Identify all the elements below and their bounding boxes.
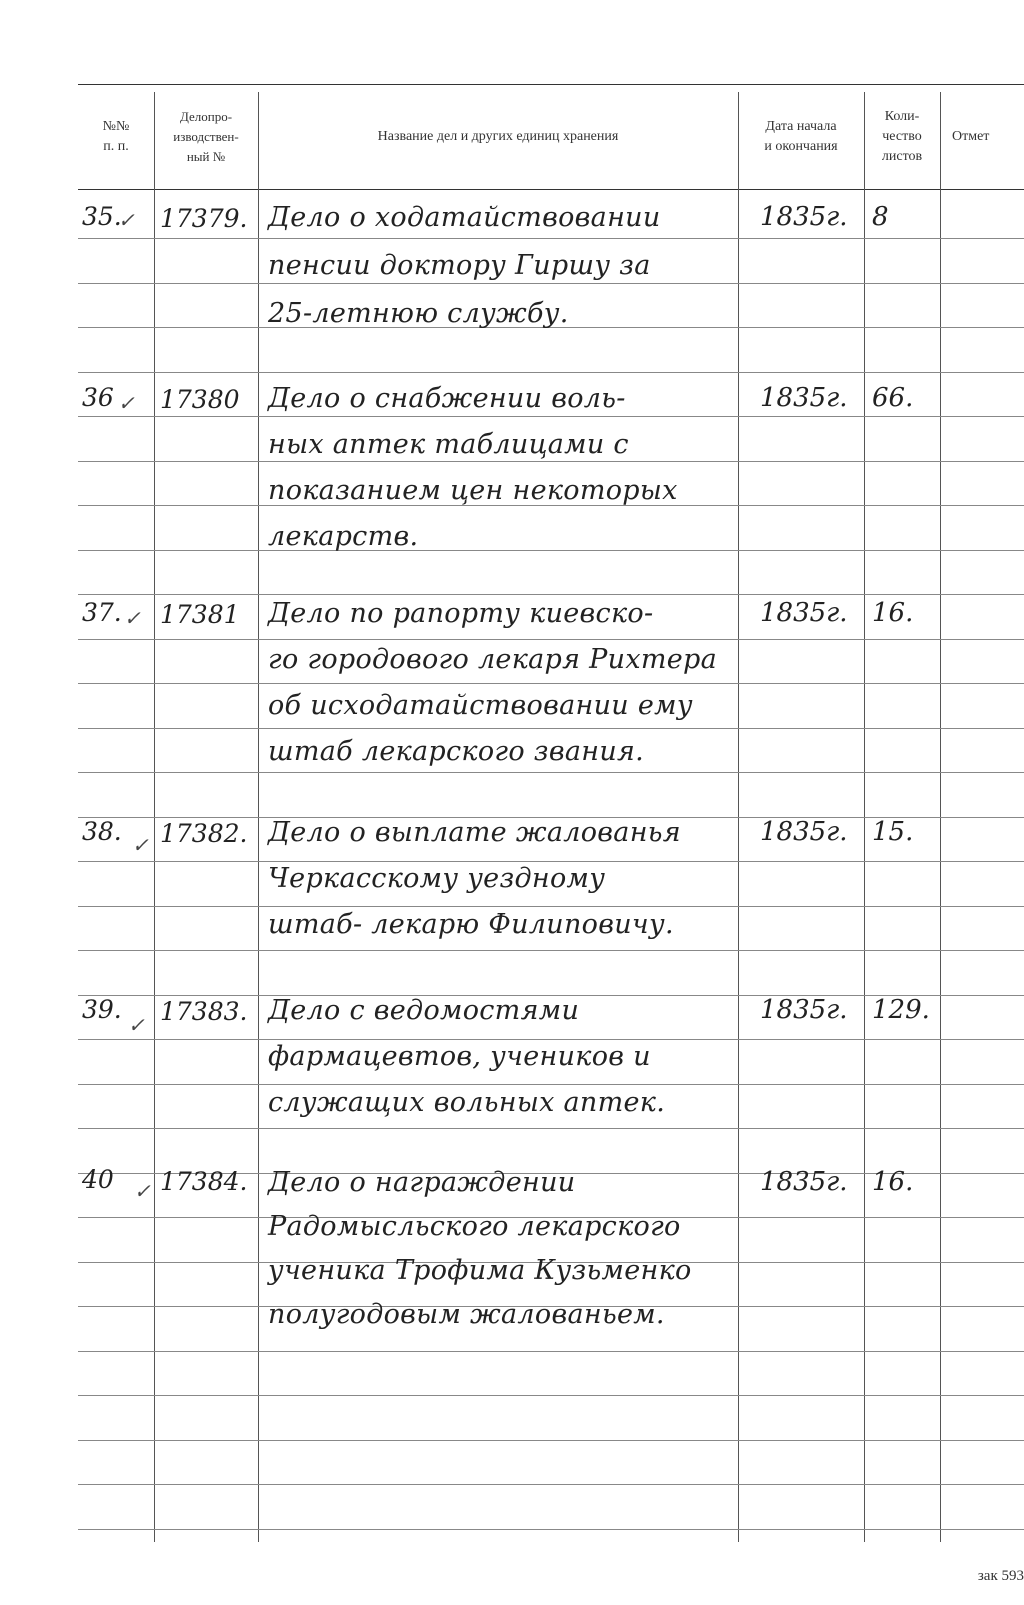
entry-date: 1835г. [760,995,848,1025]
ruled-line [78,416,1024,417]
check-mark: ✓ [118,208,135,232]
entry-number: 38. [82,817,122,846]
entry-sheet-count: 16. [872,598,914,628]
ruled-line [78,550,1024,551]
ruled-line [78,238,1024,239]
entry-title-line: об исходатайствовании ему [268,690,693,721]
entry-title-line: Дело с ведомостями [268,995,580,1026]
header-number: №№ п. п. [102,119,130,154]
entry-title-line: ных аптек таблицами с [268,429,629,460]
case-number: 17379. [160,204,248,233]
ruled-line [78,906,1024,907]
ruled-line [78,1395,1024,1396]
ruled-line [78,950,1024,951]
entry-title-line: Дело о выплате жалованья [268,817,681,848]
entry-title-line: го городового лекаря Рихтера [268,644,718,675]
case-number: 17384. [160,1167,248,1196]
ruled-line [78,639,1024,640]
entry-date: 1835г. [760,817,848,847]
entry-sheet-count: 66. [872,383,914,413]
entry-number: 37. [82,598,122,627]
ruled-line [78,1039,1024,1040]
entry-number: 39. [82,995,122,1024]
entry-title-line: Дело о снабжении воль- [268,383,626,414]
entry-title-line: Дело по рапорту киевско- [268,598,654,629]
check-mark: ✓ [128,1013,145,1037]
ruled-line [78,461,1024,462]
header-title: Название дел и других единиц хранения [377,129,619,144]
entry-sheet-count: 15. [872,817,914,847]
entry-title-line: пенсии доктору Гиршу за [268,250,651,281]
table-header [78,84,1024,190]
entry-title-line: Радомысльского лекарского [268,1211,681,1242]
entry-title-line: штаб- лекарю Филиповичу. [268,909,674,940]
entry-number: 35. [82,202,122,231]
entry-date: 1835г. [760,383,848,413]
entry-title-line: фармацевтов, учеников и [268,1041,651,1072]
check-mark: ✓ [132,833,149,857]
entry-title-line: штаб лекарского звания. [268,736,645,767]
case-number: 17383. [160,997,248,1026]
header-sheets: Коли- чество листов [881,109,923,164]
ruled-line [78,1440,1024,1441]
case-number: 17381 [160,600,240,629]
ruled-line [78,728,1024,729]
ruled-line [78,683,1024,684]
entry-title-line: Дело о ходатайствовании [268,202,661,233]
ruled-line [78,861,1024,862]
entry-sheet-count: 16. [872,1167,914,1197]
entry-title-line: Дело о награждении [268,1167,576,1198]
check-mark: ✓ [134,1179,151,1203]
ruled-line [78,772,1024,773]
footer-order-number: зак 593 [977,1568,1024,1584]
ruled-line [78,1351,1024,1352]
ruled-line [78,1484,1024,1485]
entry-date: 1835г. [760,598,848,628]
entry-date: 1835г. [760,202,848,232]
entry-title-line: Черкасскому уездному [268,863,606,894]
entry-title-line: ученика Трофима Кузьменко [268,1255,692,1286]
check-mark: ✓ [118,391,135,415]
header-case-number: Делопро- изводствен- ный № [173,109,239,164]
ruled-line [78,1128,1024,1129]
ruled-line [78,283,1024,284]
entry-date: 1835г. [760,1167,848,1197]
entry-title-line: полугодовым жалованьем. [268,1299,665,1330]
entry-number: 40 [82,1165,114,1194]
header-notes: Отмет [952,129,990,144]
check-mark: ✓ [124,606,141,630]
ruled-line [78,372,1024,373]
ruled-line [78,1084,1024,1085]
case-number: 17382. [160,819,248,848]
ruled-line [78,594,1024,595]
entry-number: 36 [82,383,114,412]
entry-title-line: лекарств. [268,521,419,552]
header-dates: Дата начала и окончания [764,119,838,154]
entry-title-line: служащих вольных аптек. [268,1087,666,1118]
entry-sheet-count: 8 [872,202,889,232]
entry-title-line: показанием цен некоторых [268,475,678,506]
entry-title-line: 25-летнюю службу. [268,298,569,329]
case-number: 17380 [160,385,240,414]
entry-sheet-count: 129. [872,995,930,1025]
ruled-line [78,1529,1024,1530]
